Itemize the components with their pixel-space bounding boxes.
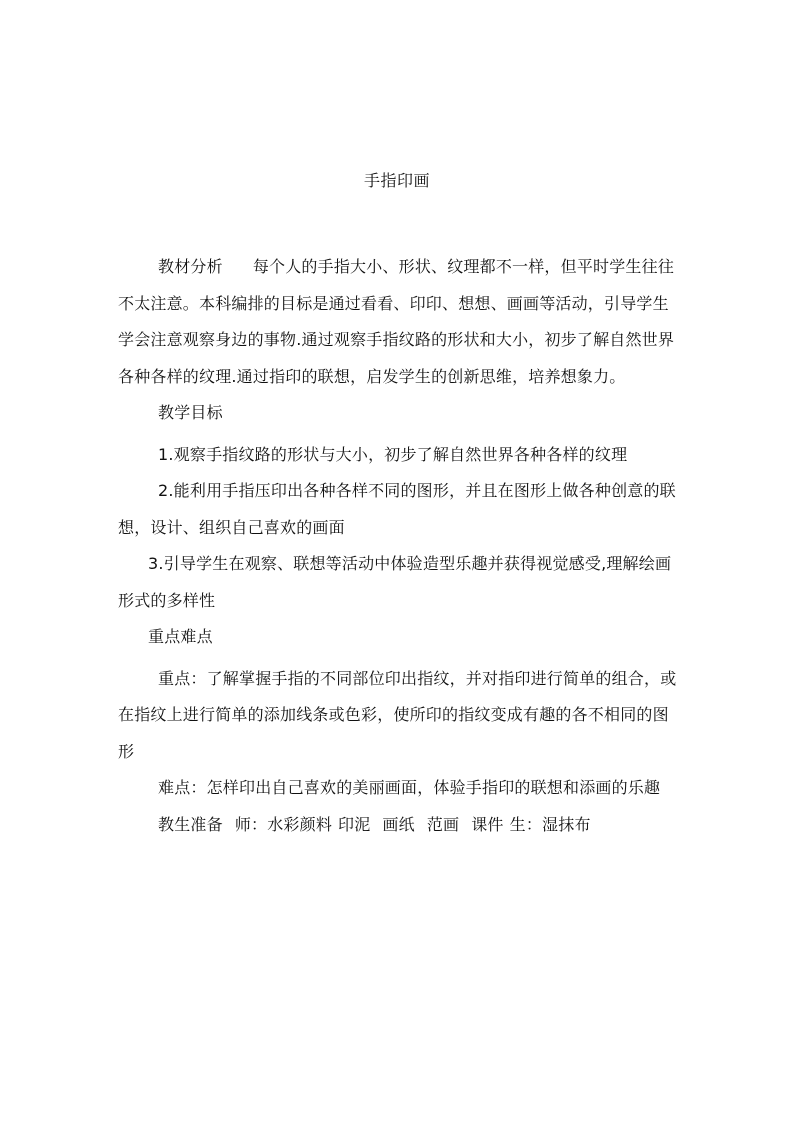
analysis-paragraph [118,249,684,395]
analysis-label: 教材分析 [158,257,223,276]
goal-2: 2.能利用手指压印出各种各样不同的图形，并且在图形上做各种创意的联想，设计、组织自己喜欢的画面 [118,481,676,537]
prep-teacher: 师：水彩颜料 [234,814,333,834]
prep-student: 生：湿抹布 [509,814,591,834]
prep-item-1: 印泥 [338,814,371,834]
analysis-text: 每个人的手指大小、形状、纹理都不一样，但平时学生往往不太注意。本科编排的目标是通过看看、印印、想想、画画等活动，引导学生学会注意观察身边的事物.通过观察手指纹路的形状和大小，初步了解自然世界各种各样的纹理.通过指印的联想，启发学生的创新思维，培养想象力。 [118,257,675,386]
document-body [118,249,684,843]
goal-1: 1.观察手指纹路的形状与大小，初步了解自然世界各种各样的纹理 [158,444,628,464]
prep-item-4: 课件 [471,814,504,834]
prep-label: 教生准备 [158,814,223,834]
difficulty-paragraph: 难点：怎样印出自己喜欢的美丽画面，体验手指印的联想和添画的乐趣 [158,778,661,797]
prep-item-2: 画纸 [382,814,415,834]
key-point-paragraph: 重点：了解掌握手指的不同部位印出指纹，并对指印进行简单的组合，或在指纹上进行简单的添加线条或色彩，使所印的指纹变成有趣的各不相同的图形 [118,668,677,761]
goal-3: 3.引导学生在观察、联想等活动中体验造型乐趣并获得视觉感受,理解绘画形式的多样性 [118,554,672,610]
goals-heading: 教学目标 [158,403,223,422]
page-title: 手指印画 [363,171,430,190]
key-difficult-heading: 重点难点 [148,627,213,646]
preparation-paragraph [118,807,684,844]
prep-item-3: 范画 [426,814,460,834]
